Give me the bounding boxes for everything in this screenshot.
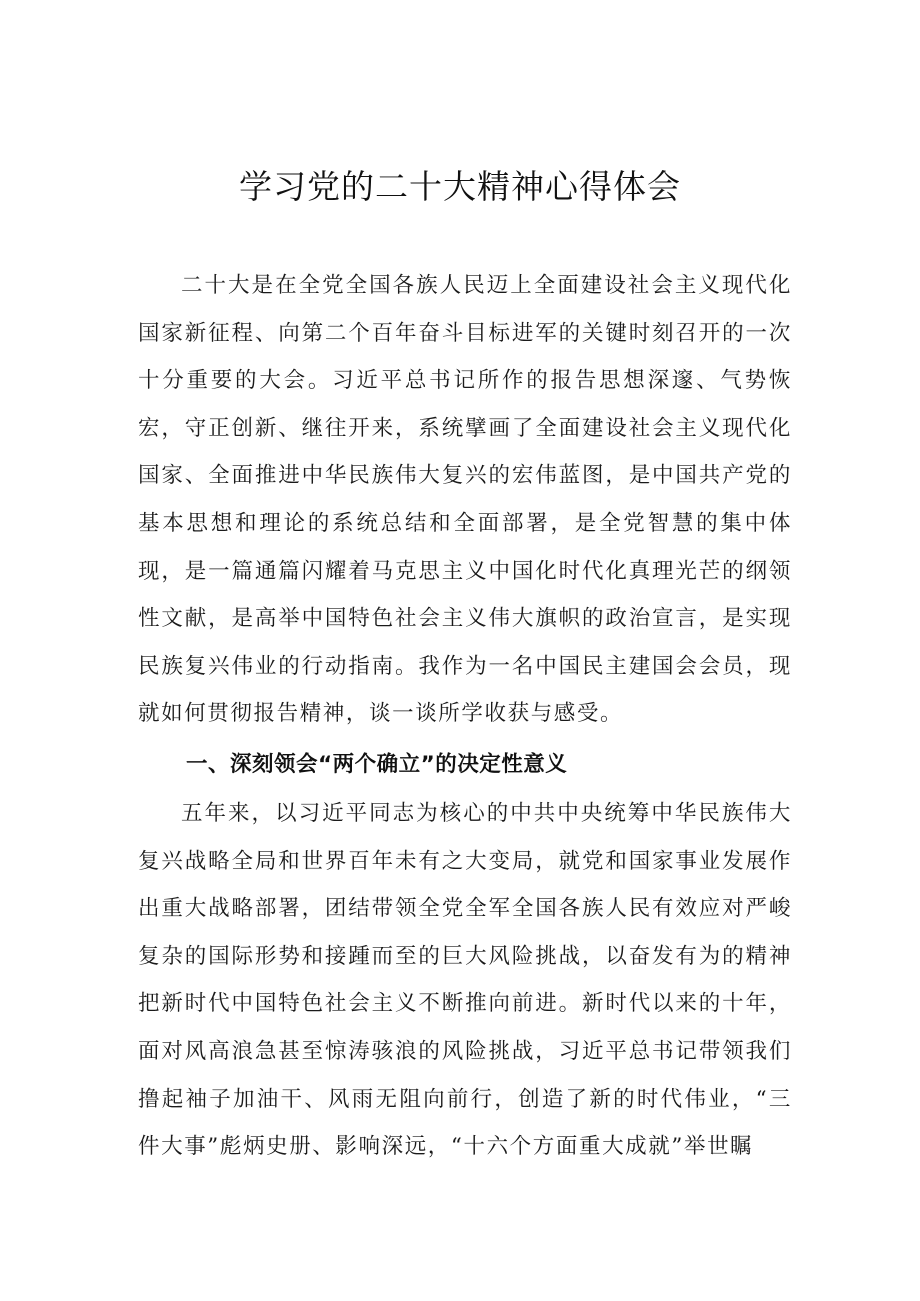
section-paragraph: 五年来，以习近平同志为核心的中共中央统筹中华民族伟大复兴战略全局和世界百年未有之大变局，就党和国家事业发展作出重大战略部署，团结带领全党全军全国各族人民有效应对严峻复杂的国际形势和接踵而至的巨大风险挑战，以奋发有为的精神把新时代中国特色社会主义不断推向前进。新时代以来的十年，面对风高浪急甚至惊涛骇浪的风险挑战，习近平总书记带领我们撸起袖子加油干、风雨无阻向前行，创造了新的时代伟业，“三件大事”彪炳史册、影响深远，“十六个方面重大成就”举世瞩 bbox=[138, 801, 792, 1160]
section-heading: 一、深刻领会“两个确立”的决定性意义 bbox=[186, 752, 568, 777]
document-title: 学习党的二十大精神心得体会 bbox=[239, 167, 681, 206]
intro-paragraph: 二十大是在全党全国各族人民迈上全面建设社会主义现代化国家新征程、向第二个百年奋斗目标进军的关键时刻召开的一次十分重要的大会。习近平总书记所作的报告思想深邃、气势恢宏，守正创新、继往开来，系统擘画了全面建设社会主义现代化国家、全面推进中华民族伟大复兴的宏伟蓝图，是中国共产党的基本思想和理论的系统总结和全面部署，是全党智慧的集中体现，是一篇通篇闪耀着马克思主义中国化时代化真理光芒的纲领性文献，是高举中国特色社会主义伟大旗帜的政治宣言，是实现民族复兴伟业的行动指南。我作为一名中国民主建国会会员，现就如何贯彻报告精神，谈一谈所学收获与感受。 bbox=[138, 273, 792, 727]
